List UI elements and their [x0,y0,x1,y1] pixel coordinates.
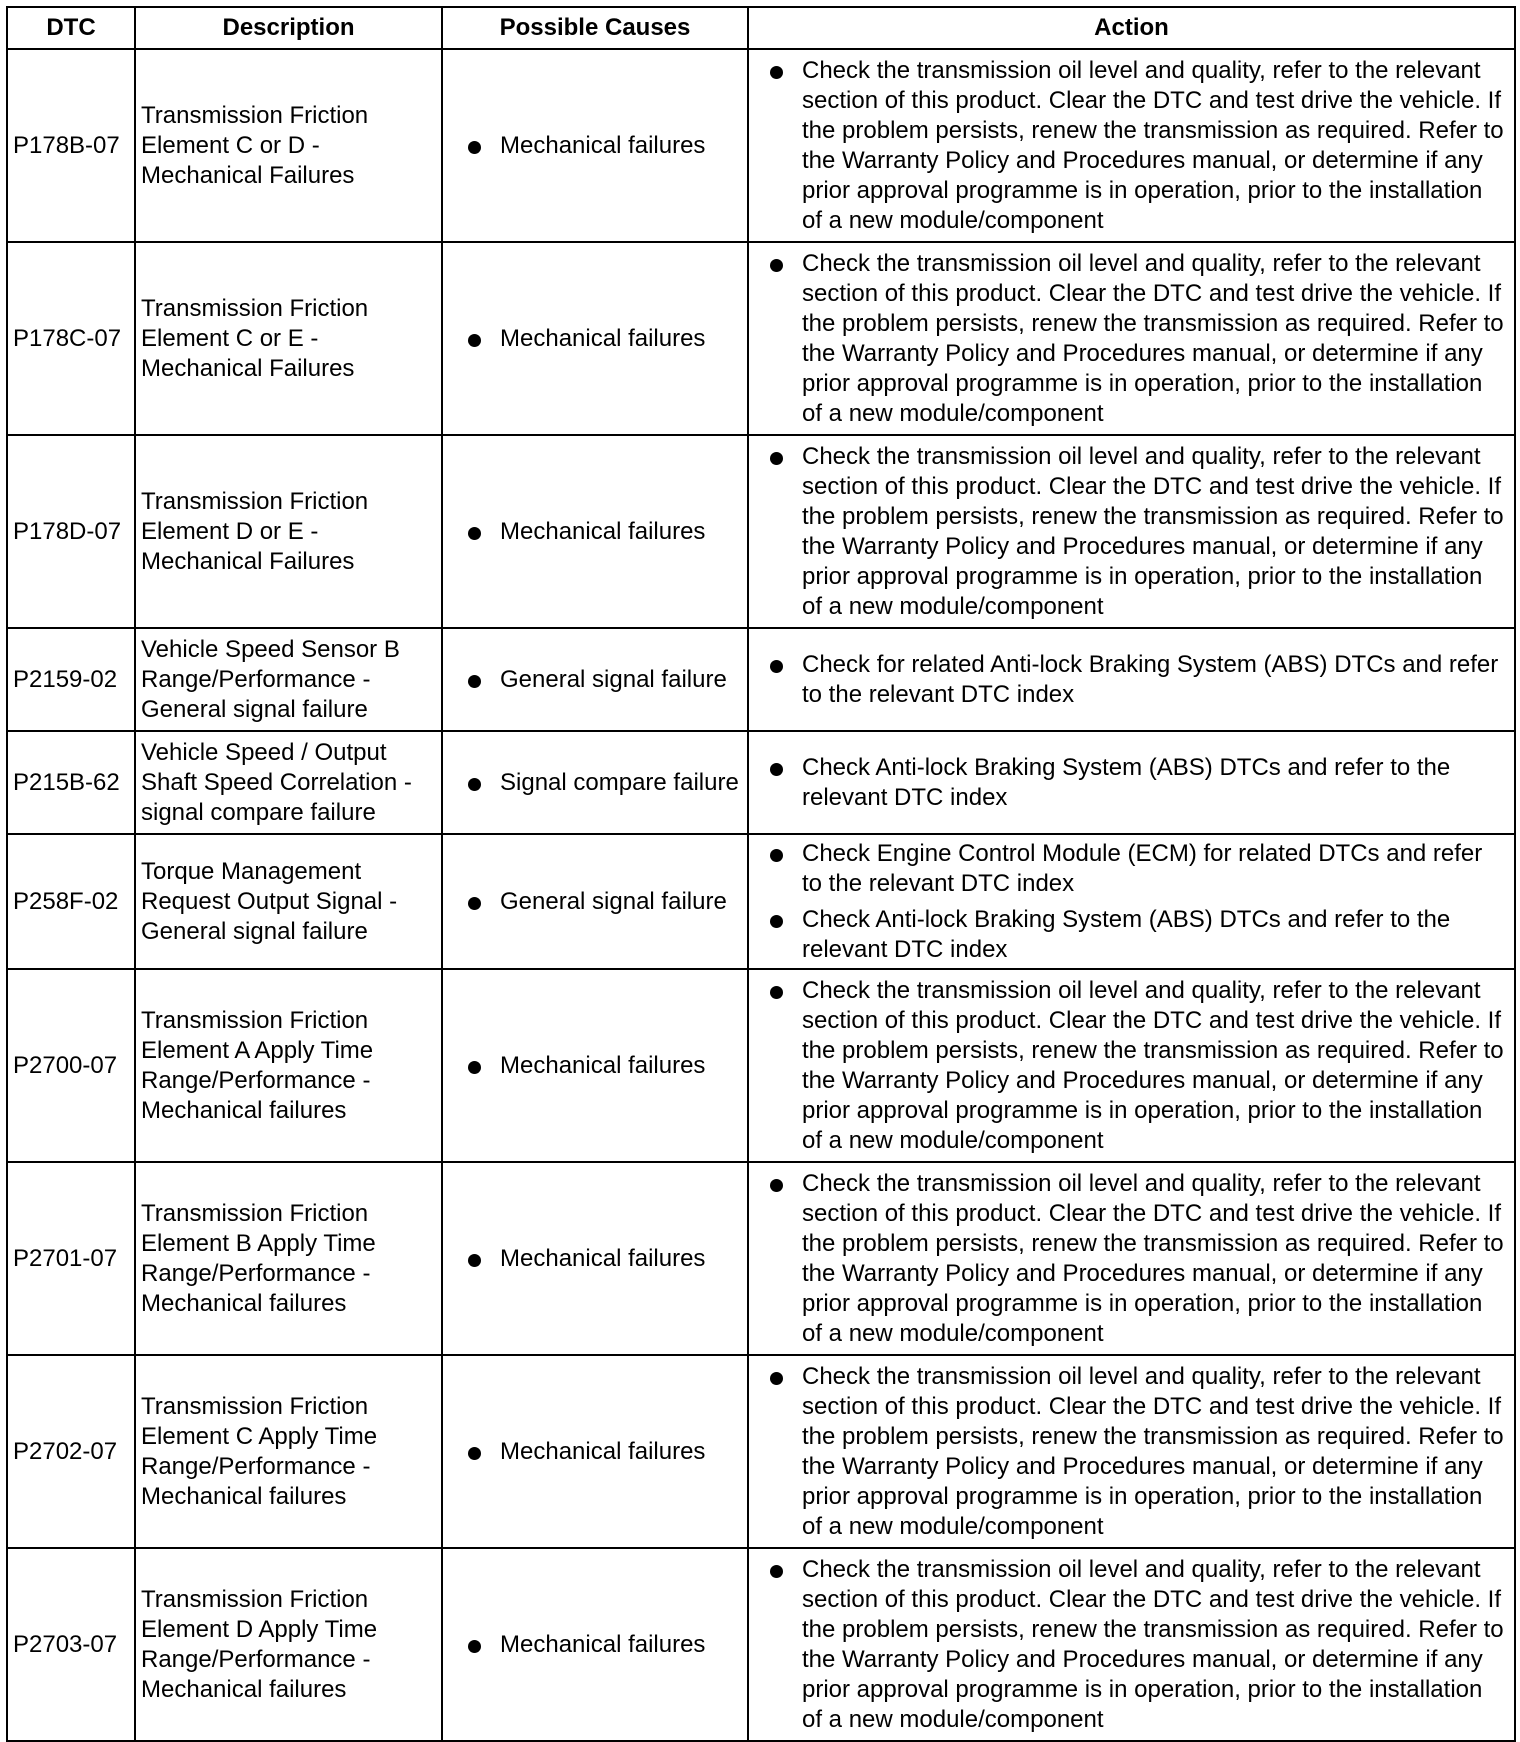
possible-cause-item: Signal compare failure [467,768,739,798]
action-list [769,56,1508,236]
action-item: Check the transmission oil level and quality, refer to the relevant section of this product. Clear the DTC and test drive the vehicle. If the problem persists, renew the transmission as required. Refer to the Warranty Policy and Procedures manual, or determine if any prior approval programme is in operation, prior to the installation of a new module/component [769,442,1508,622]
possible-causes-list [467,1244,739,1274]
possible-cause-item: Mechanical failures [467,324,739,354]
action-cell [748,628,1515,731]
dtc-description: Vehicle Speed / Output Shaft Speed Correlation - signal compare failure [135,731,442,834]
dtc-table [6,6,1516,1742]
possible-cause-item: Mechanical failures [467,1051,739,1081]
action-cell [748,969,1515,1162]
possible-causes-list [467,131,739,161]
table-row [7,628,1515,731]
action-cell [748,242,1515,435]
dtc-code: P2159-02 [7,628,135,731]
possible-cause-item: Mechanical failures [467,1244,739,1274]
possible-causes-list [467,665,739,695]
table-row [7,1355,1515,1548]
dtc-code: P215B-62 [7,731,135,834]
dtc-code: P178B-07 [7,49,135,242]
table-row [7,834,1515,969]
possible-causes-cell [442,242,748,435]
action-list [769,839,1508,965]
header-possible-causes: Possible Causes [442,7,748,49]
action-item: Check the transmission oil level and quality, refer to the relevant section of this product. Clear the DTC and test drive the vehicle. If the problem persists, renew the transmission as required. Refer to the Warranty Policy and Procedures manual, or determine if any prior approval programme is in operation, prior to the installation of a new module/component [769,1169,1508,1349]
table-body [7,49,1515,1741]
dtc-code: P2702-07 [7,1355,135,1548]
action-list [769,1555,1508,1735]
possible-causes-cell [442,731,748,834]
possible-causes-list [467,887,739,917]
action-cell [748,834,1515,969]
table-row [7,49,1515,242]
dtc-description: Transmission Friction Element D Apply Time Range/Performance - Mechanical failures [135,1548,442,1741]
action-cell [748,731,1515,834]
action-item: Check for related Anti-lock Braking System (ABS) DTCs and refer to the relevant DTC index [769,650,1508,710]
dtc-description: Transmission Friction Element C or D - Mechanical Failures [135,49,442,242]
dtc-code: P2703-07 [7,1548,135,1741]
action-list [769,976,1508,1156]
table-row [7,435,1515,628]
header-action: Action [748,7,1515,49]
dtc-description: Transmission Friction Element A Apply Time Range/Performance - Mechanical failures [135,969,442,1162]
dtc-code: P2701-07 [7,1162,135,1355]
possible-causes-list [467,324,739,354]
action-cell [748,1162,1515,1355]
dtc-description: Vehicle Speed Sensor B Range/Performance - General signal failure [135,628,442,731]
action-cell [748,1548,1515,1741]
possible-causes-cell [442,49,748,242]
dtc-code: P2700-07 [7,969,135,1162]
action-list [769,753,1508,813]
dtc-description: Transmission Friction Element C or E - Mechanical Failures [135,242,442,435]
possible-cause-item: General signal failure [467,665,739,695]
action-item: Check the transmission oil level and quality, refer to the relevant section of this product. Clear the DTC and test drive the vehicle. If the problem persists, renew the transmission as required. Refer to the Warranty Policy and Procedures manual, or determine if any prior approval programme is in operation, prior to the installation of a new module/component [769,249,1508,429]
table-row [7,1162,1515,1355]
possible-cause-item: Mechanical failures [467,131,739,161]
possible-cause-item: Mechanical failures [467,1630,739,1660]
dtc-description: Transmission Friction Element C Apply Time Range/Performance - Mechanical failures [135,1355,442,1548]
possible-causes-cell [442,1548,748,1741]
dtc-description: Transmission Friction Element D or E - Mechanical Failures [135,435,442,628]
possible-causes-list [467,1630,739,1660]
action-item: Check the transmission oil level and quality, refer to the relevant section of this product. Clear the DTC and test drive the vehicle. If the problem persists, renew the transmission as required. Refer to the Warranty Policy and Procedures manual, or determine if any prior approval programme is in operation, prior to the installation of a new module/component [769,56,1508,236]
possible-causes-list [467,768,739,798]
action-item: Check the transmission oil level and quality, refer to the relevant section of this product. Clear the DTC and test drive the vehicle. If the problem persists, renew the transmission as required. Refer to the Warranty Policy and Procedures manual, or determine if any prior approval programme is in operation, prior to the installation of a new module/component [769,1555,1508,1735]
action-cell [748,435,1515,628]
possible-causes-cell [442,1162,748,1355]
action-list [769,249,1508,429]
dtc-code: P258F-02 [7,834,135,969]
table-row [7,731,1515,834]
possible-causes-list [467,1437,739,1467]
action-item: Check Anti-lock Braking System (ABS) DTCs and refer to the relevant DTC index [769,905,1508,965]
header-dtc: DTC [7,7,135,49]
dtc-code: P178D-07 [7,435,135,628]
action-item: Check the transmission oil level and quality, refer to the relevant section of this product. Clear the DTC and test drive the vehicle. If the problem persists, renew the transmission as required. Refer to the Warranty Policy and Procedures manual, or determine if any prior approval programme is in operation, prior to the installation of a new module/component [769,1362,1508,1542]
possible-causes-cell [442,435,748,628]
action-list [769,1362,1508,1542]
action-item: Check the transmission oil level and quality, refer to the relevant section of this product. Clear the DTC and test drive the vehicle. If the problem persists, renew the transmission as required. Refer to the Warranty Policy and Procedures manual, or determine if any prior approval programme is in operation, prior to the installation of a new module/component [769,976,1508,1156]
action-cell [748,1355,1515,1548]
action-item: Check Anti-lock Braking System (ABS) DTCs and refer to the relevant DTC index [769,753,1508,813]
dtc-description: Torque Management Request Output Signal - General signal failure [135,834,442,969]
possible-causes-list [467,1051,739,1081]
possible-causes-list [467,517,739,547]
table-row [7,1548,1515,1741]
possible-causes-cell [442,1355,748,1548]
possible-cause-item: General signal failure [467,887,739,917]
dtc-code: P178C-07 [7,242,135,435]
possible-cause-item: Mechanical failures [467,1437,739,1467]
possible-causes-cell [442,969,748,1162]
header-description: Description [135,7,442,49]
action-list [769,442,1508,622]
table-row [7,969,1515,1162]
possible-causes-cell [442,834,748,969]
possible-causes-cell [442,628,748,731]
action-cell [748,49,1515,242]
header-row [7,7,1515,49]
action-list [769,1169,1508,1349]
action-list [769,650,1508,710]
dtc-description: Transmission Friction Element B Apply Time Range/Performance - Mechanical failures [135,1162,442,1355]
possible-cause-item: Mechanical failures [467,517,739,547]
action-item: Check Engine Control Module (ECM) for related DTCs and refer to the relevant DTC index [769,839,1508,899]
table-row [7,242,1515,435]
